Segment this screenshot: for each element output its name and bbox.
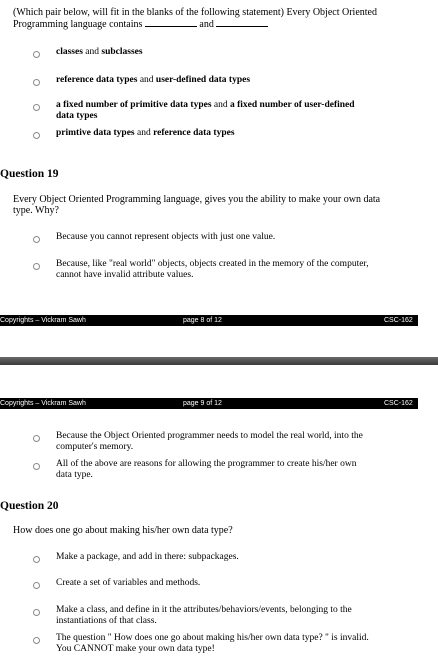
- q18-stem-line1: (Which pair below, will fit in the blanks of the following statement) Every Object Oriented: [13, 7, 377, 18]
- q20-option-4-line1: The question " How does one go about making his/her own data type? " is invalid.: [56, 633, 369, 643]
- q19-option-3-line2: computer's memory.: [56, 442, 134, 452]
- page-footer-8: [0, 315, 418, 326]
- q18-option-1-term-a: classes: [56, 47, 83, 57]
- q18-option-1[interactable]: [56, 47, 143, 58]
- header-course-code: CSC-162: [384, 400, 413, 407]
- q19-stem-line1: Every Object Oriented Programming language, gives you the ability to make your own data: [13, 194, 381, 205]
- q19-radio-4[interactable]: [33, 463, 40, 470]
- q19-option-2-line1: Because, like "real world" objects, objects created in the memory of the computer,: [56, 259, 369, 269]
- q19-radio-1[interactable]: [33, 236, 40, 243]
- q20-radio-4[interactable]: [33, 637, 40, 644]
- q19-option-3-line1: Because the Object Oriented programmer needs to model the real world, into the: [56, 431, 363, 441]
- q18-option-4-and: and: [134, 128, 154, 138]
- q18-option-1-and: and: [82, 47, 102, 57]
- q19-option-4-line2: data type.: [56, 470, 93, 480]
- q18-stem-text: Programming language contains: [13, 19, 143, 30]
- q19-option-2-line2: cannot have invalid attribute values.: [56, 270, 194, 280]
- q18-option-3-and: and: [211, 100, 230, 110]
- q20-radio-1[interactable]: [33, 556, 40, 563]
- q20-option-2-text: Create a set of variables and methods.: [56, 578, 201, 588]
- q18-option-2-term-b: user-defined data types: [155, 75, 251, 85]
- q18-and: and: [199, 19, 214, 30]
- q18-option-3-term-b-cont: data types: [56, 111, 98, 121]
- footer-page-number: page 8 of 12: [183, 317, 222, 324]
- q18-option-2-term-a: reference data types: [56, 75, 138, 85]
- q20-radio-2[interactable]: [33, 582, 40, 589]
- q19-radio-2[interactable]: [33, 263, 40, 270]
- footer-course-code: CSC-162: [384, 317, 413, 324]
- q19-option-4[interactable]: [56, 459, 356, 481]
- q20-option-4-line2: You CANNOT make your own data type!: [56, 644, 215, 654]
- q19-option-4-line1: All of the above are reasons for allowing the programmer to create his/her own: [56, 459, 357, 469]
- q19-option-1[interactable]: [56, 232, 275, 243]
- q18-blank-2: [216, 18, 268, 27]
- q18-option-3[interactable]: [56, 100, 355, 122]
- q18-radio-2[interactable]: [33, 79, 40, 86]
- q18-option-4-term-b: reference data types: [153, 128, 235, 138]
- footer-copyright: Copyrights – Vickram Sawh: [0, 317, 86, 324]
- q20-stem: How does one go about making his/her own data type?: [13, 525, 233, 536]
- q20-heading: Question 20: [0, 500, 59, 512]
- q18-stem: [13, 7, 377, 30]
- q20-option-4[interactable]: [56, 633, 369, 655]
- q19-option-2[interactable]: [56, 259, 369, 281]
- q19-heading: Question 19: [0, 168, 59, 180]
- q18-radio-3[interactable]: [33, 104, 40, 111]
- q18-radio-4[interactable]: [33, 132, 40, 139]
- q18-option-4-term-a: primtive data types: [56, 128, 135, 138]
- q18-option-3-term-b: a fixed number of user-defined: [229, 100, 355, 110]
- q19-stem: [13, 194, 380, 216]
- q20-option-3-line1: Make a class, and define in it the attributes/behaviors/events, belonging to the: [56, 605, 352, 615]
- q20-option-1-text: Make a package, and add in there: subpackages.: [56, 552, 239, 562]
- header-page-number: page 9 of 12: [183, 400, 222, 407]
- q18-radio-1[interactable]: [33, 51, 40, 58]
- q18-blank-1: [145, 18, 197, 27]
- q18-option-2-and: and: [137, 75, 156, 85]
- q20-option-1[interactable]: [56, 552, 239, 563]
- page-header-9: [0, 398, 418, 409]
- q18-option-1-term-b: subclasses: [101, 47, 143, 57]
- header-copyright: Copyrights – Vickram Sawh: [0, 400, 86, 407]
- q19-stem-line2: type. Why?: [13, 205, 59, 216]
- q18-stem-line2: [13, 18, 377, 30]
- q20-radio-3[interactable]: [33, 609, 40, 616]
- q20-option-3-line2: instantiations of that class.: [56, 616, 157, 626]
- q18-option-2[interactable]: [56, 75, 250, 86]
- q18-option-4[interactable]: [56, 128, 235, 139]
- q20-option-2[interactable]: [56, 578, 200, 589]
- q18-option-3-term-a: a fixed number of primitive data types: [56, 100, 212, 110]
- page-divider: [0, 357, 438, 365]
- q19-option-1-text: Because you cannot represent objects with just one value.: [56, 232, 276, 242]
- q20-option-3[interactable]: [56, 605, 352, 627]
- q19-option-3[interactable]: [56, 431, 363, 453]
- q19-radio-3[interactable]: [33, 435, 40, 442]
